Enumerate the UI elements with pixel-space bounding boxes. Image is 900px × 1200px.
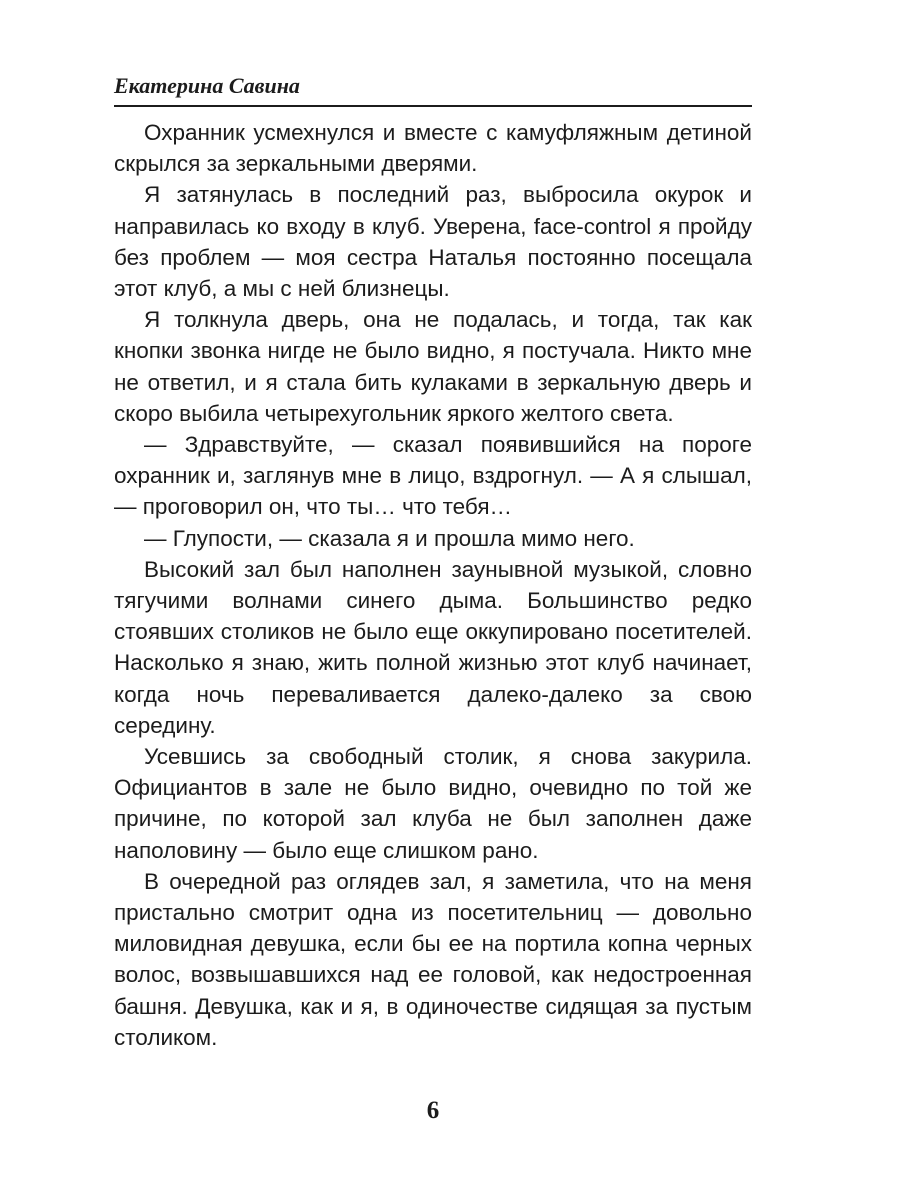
page-number: 6 xyxy=(426,1097,440,1124)
paragraph: Высокий зал был наполнен заунывной музыкой, словно тягучими волнами синего дыма. Большинство редко стоявших столиков не было еще оккупировано посетителей. Насколько я знаю, жить полной жизнью этот клуб начинает, когда ночь переваливается далеко-далеко за свою середину. xyxy=(114,556,752,738)
paragraph: — Глупости, — сказала я и прошла мимо него. xyxy=(144,525,635,551)
book-page xyxy=(114,72,752,1053)
paragraph: Охранник усмехнулся и вместе с камуфляжным детиной скрылся за зеркальными дверями. xyxy=(114,120,752,177)
paragraph: Я затянулась в последний раз, выбросила окурок и направилась ко входу в клуб. Уверена, face-control я пройду без проблем — моя сестра Наталья постоянно посещала этот клуб, а мы с ней близнецы. xyxy=(114,182,752,302)
paragraph: Усевшись за свободный столик, я снова закурила. Официантов в зале не было видно, очевидно по той же причине, по которой зал клуба не был заполнен даже наполовину — было еще слишком рано. xyxy=(114,744,752,863)
running-head-author: Екатерина Савина xyxy=(114,73,300,98)
paragraph: — Здравствуйте, — сказал появившийся на пороге охранник и, заглянув мне в лицо, вздрогнул. — А я слышал, — проговорил он, что ты… что тебя… xyxy=(114,432,752,520)
paragraph: Я толкнула дверь, она не подалась, и тогда, так как кнопки звонка нигде не было видно, я постучала. Никто мне не ответил, и я стала бить кулаками в зеркальную дверь и скоро выбила четырехугольник яркого желтого света. xyxy=(114,307,752,426)
header-rule xyxy=(114,105,752,107)
paragraph: В очередной раз оглядев зал, я заметила, что на меня пристально смотрит одна из посетительниц — довольно миловидная девушка, если бы ее на портила копна черных волос, возвышавшихся над ее головой, как недостроенная башня. Девушка, как и я, в одиночестве сидящая за пустым столиком. xyxy=(114,868,752,1050)
body-text xyxy=(114,117,752,1053)
